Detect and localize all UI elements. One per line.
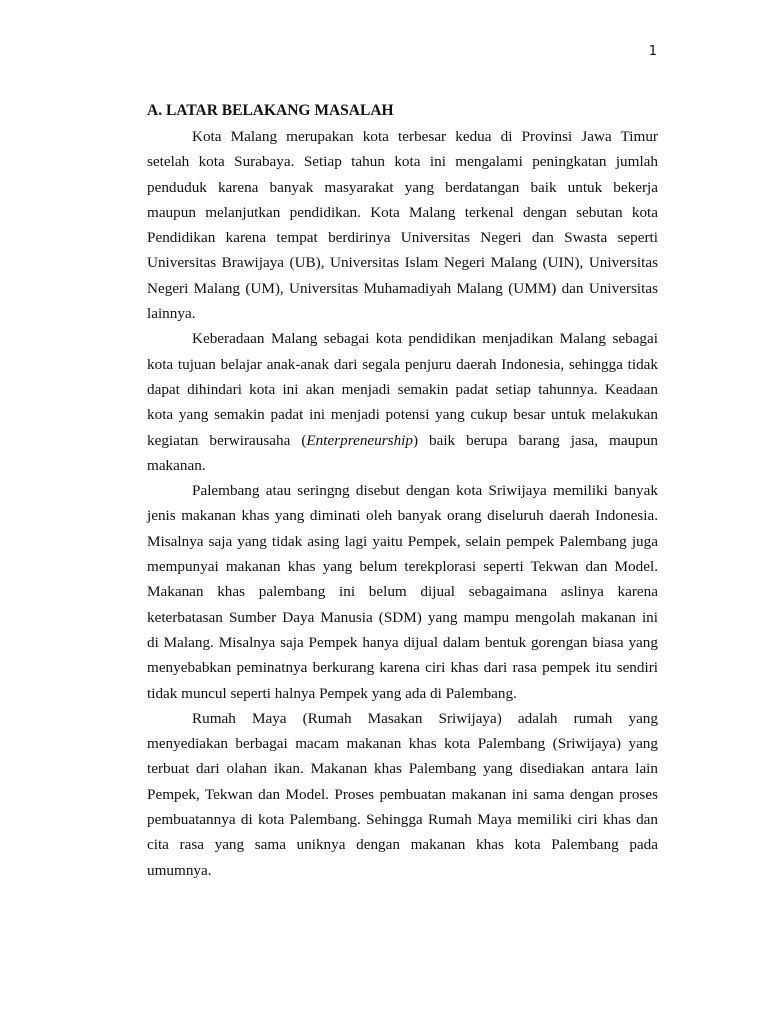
text-line: terbuat dari olahan ikan. Makanan khas Palembang yang disediakan antara lain: [147, 760, 658, 778]
text-line: Misalnya saja yang tidak asing lagi yaitu Pempek, selain pempek Palembang juga: [147, 532, 658, 550]
text-line: Negeri Malang (UM), Universitas Muhamadiyah Malang (UMM) dan Universitas: [147, 279, 658, 297]
text-line: menyebabkan peminatnya berkurang karena ciri khas dari rasa pempek itu sendiri: [147, 659, 658, 677]
text-line: pembuatannya di kota Palembang. Sehingga Rumah Maya memiliki ciri khas dan: [147, 811, 658, 829]
text-line: maupun melanjutkan pendidikan. Kota Malang terkenal dengan sebutan kota: [147, 203, 658, 221]
text-line: jenis makanan khas yang diminati oleh banyak orang diseluruh daerah Indonesia.: [147, 507, 658, 525]
text-line: Universitas Brawijaya (UB), Universitas Islam Negeri Malang (UIN), Universitas: [147, 254, 658, 272]
italic-term: Enterpreneurship: [306, 431, 413, 449]
text-line: umumnya.: [147, 861, 212, 879]
text-line: Makanan khas palembang ini belum dijual sebagaimana aslinya karena: [147, 583, 658, 601]
document-body: [147, 124, 658, 883]
text-line: makanan.: [147, 456, 206, 474]
text-line: penduduk karena banyak masyarakat yang berdatangan baik untuk bekerja: [147, 178, 658, 196]
text-line: mempunyai makanan khas yang belum terekplorasi seperti Tekwan dan Model.: [147, 558, 658, 576]
paragraph-3: [147, 478, 658, 706]
text-line: Keberadaan Malang sebagai kota pendidikan menjadikan Malang sebagai: [192, 330, 658, 348]
paragraph-1: [147, 124, 658, 326]
paragraph-4: [147, 706, 658, 883]
text-line: Palembang atau seringng disebut dengan kota Sriwijaya memiliki banyak: [192, 482, 658, 500]
text-segment: kegiatan berwirausaha (: [147, 431, 307, 449]
page-number: 1: [648, 44, 657, 59]
text-line-with-italic: [147, 428, 658, 453]
text-line: keterbatasan Sumber Daya Manusia (SDM) yang mampu mengolah makanan ini: [147, 608, 658, 626]
text-line: kota yang semakin padat ini menjadi potensi yang cukup besar untuk melakukan: [147, 406, 658, 424]
text-line: Pendidikan karena tempat berdirinya Universitas Negeri dan Swasta seperti: [147, 229, 658, 247]
text-line: dapat dihindari kota ini akan menjadi semakin padat setiap tahunnya. Keadaan: [147, 380, 658, 398]
text-line: menyediakan berbagai macam makanan khas kota Palembang (Sriwijaya) yang: [147, 735, 658, 753]
text-line: lainnya.: [147, 305, 196, 323]
text-line: Pempek, Tekwan dan Model. Proses pembuatan makanan ini sama dengan proses: [147, 785, 658, 803]
text-line: cita rasa yang sama uniknya dengan makanan khas kota Palembang pada: [147, 836, 658, 854]
text-line: Kota Malang merupakan kota terbesar kedua di Provinsi Jawa Timur: [192, 128, 658, 145]
text-line: kota tujuan belajar anak-anak dari segala penjuru daerah Indonesia, sehingga tidak: [147, 355, 658, 373]
paragraph-2: [147, 326, 658, 478]
text-segment: ) baik berupa barang jasa, maupun: [412, 431, 658, 449]
text-line: Rumah Maya (Rumah Masakan Sriwijaya) adalah rumah yang: [192, 709, 658, 727]
text-line: tidak muncul seperti halnya Pempek yang ada di Palembang.: [147, 684, 517, 702]
text-line: di Malang. Misalnya saja Pempek hanya dijual dalam bentuk gorengan biasa yang: [147, 633, 658, 651]
text-line: setelah kota Surabaya. Setiap tahun kota ini mengalami peningkatan jumlah: [147, 153, 658, 171]
section-heading: A. LATAR BELAKANG MASALAH: [147, 102, 394, 119]
